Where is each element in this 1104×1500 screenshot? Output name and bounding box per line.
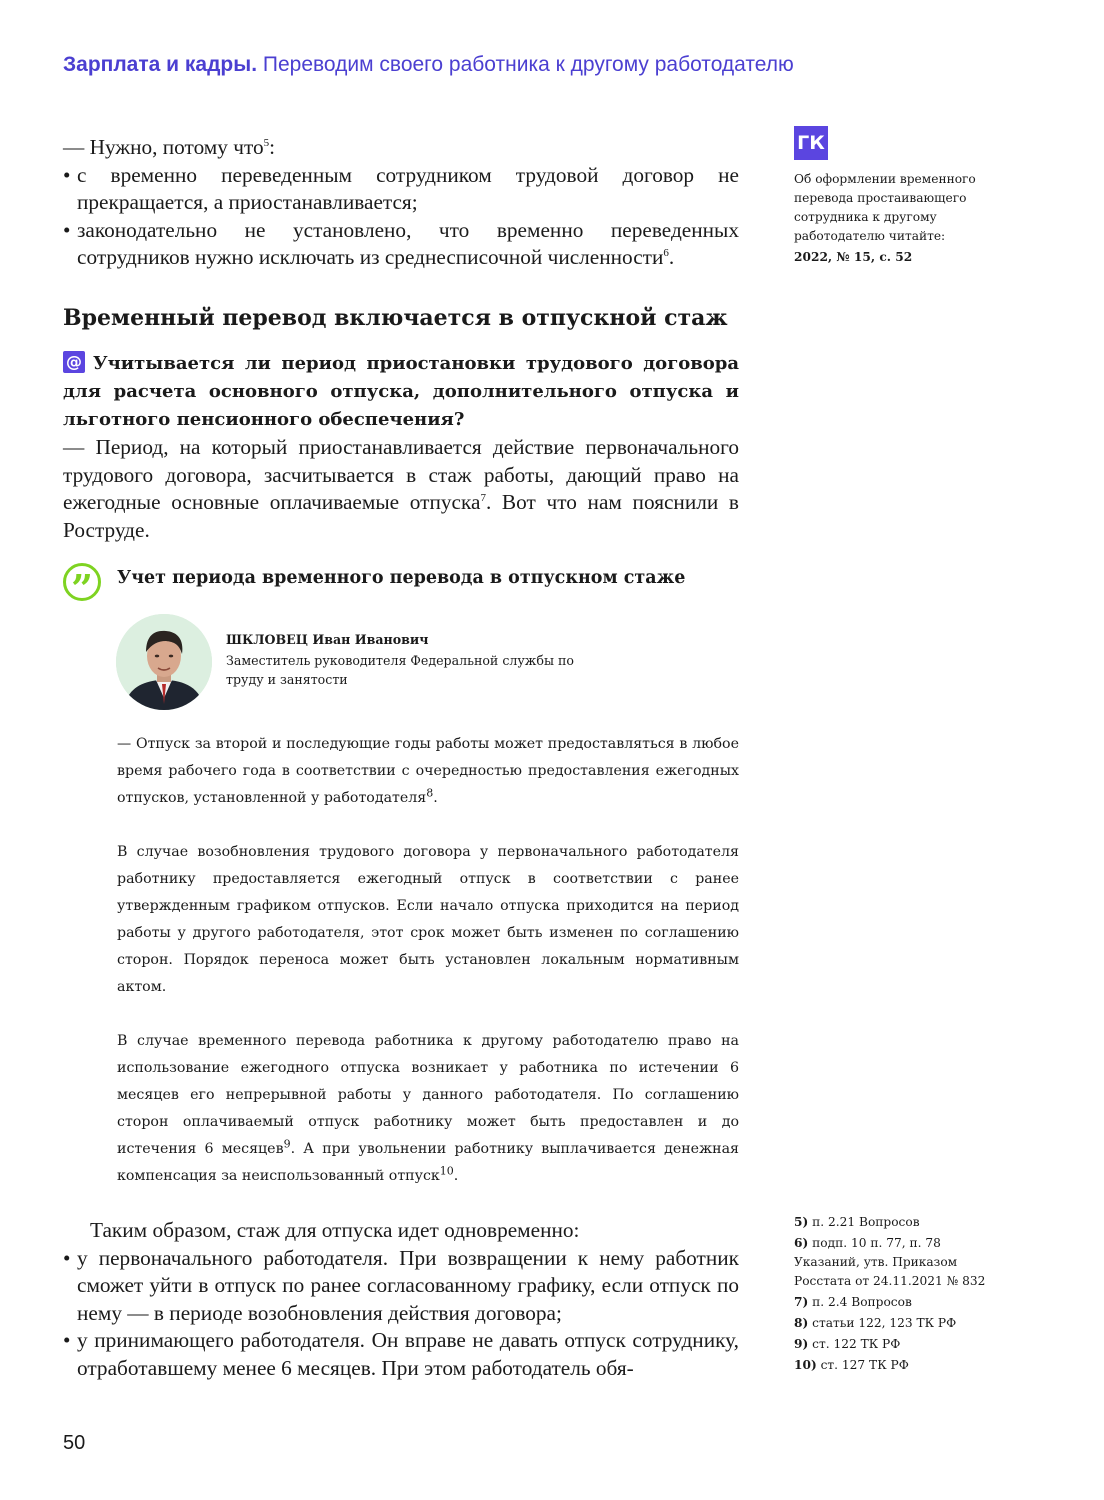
at-icon: @	[63, 351, 85, 373]
quote-paragraph: В случае возобновления трудового договора у первоначального работодателя работнику предоставляется ежегодный отпуск в соответствии с ранее утвержденным графиком отпусков. Если начало отпуска приходится на период работы у другого работодателя, этот срок может быть изменен по соглашению сторон. Порядок переноса может быть установлен локальным нормативным актом.	[117, 844, 739, 995]
footnotes	[794, 1213, 1004, 1377]
conclusion-lead: Таким образом, стаж для отпуска идет одновременно:	[90, 1218, 580, 1242]
sidebar-note-text: Об оформлении временного перевода простаивающего сотрудника к другому работодателю читайте:	[794, 172, 976, 243]
list-item: • у первоначального работодателя. При возвращении к нему работник сможет уйти в отпуск по ранее согласованному графику, если отпуск по нему — в периоде возобновления действия договора;	[63, 1245, 739, 1328]
page-number: 50	[63, 1432, 86, 1454]
question-text: @ Учитывается ли период приостановки трудового договора для расчета основного отпуска, дополнительного отпуска и льготного пенсионного обеспечения?	[63, 352, 739, 430]
quote-icon: ”	[63, 563, 101, 601]
quote-paragraph: В случае временного перевода работника к другому работодателю право на использование ежегодного отпуска возникает у работника по истечении 6 месяцев его непрерывной работы у данного работодателя. По соглашению сторон оплачиваемый отпуск работнику может быть предоставлен и до истечения 6 месяцев$^9$. А при увольнении работнику выплачивается денежная компенсация за неиспользованный отпуск$^{10}$.	[117, 1033, 739, 1184]
header-title: Переводим своего работника к другому работодателю	[262, 53, 794, 76]
footnote: 8) статьи 122, 123 ТК РФ	[794, 1316, 957, 1330]
section-heading: Временный перевод включается в отпускной стаж	[63, 305, 728, 331]
header-section: Зарплата и кадры.	[63, 53, 258, 76]
conclusion-bullet-list	[63, 1245, 739, 1383]
footnote: 9) ст. 122 ТК РФ	[794, 1337, 901, 1351]
sidebar-note-ref: 2022, № 15, с. 52	[794, 250, 913, 264]
list-item: • законодательно не установлено, что временно переведенных сотрудников нужно исключать из среднесписочной численности$^6$.	[63, 217, 739, 272]
list-item: • у принимающего работодателя. Он вправе не давать отпуск сотруднику, отработавшему менее 6 месяцев. При этом работодатель обя-	[63, 1327, 739, 1382]
conclusion-block	[63, 1217, 739, 1382]
sidebar-note	[794, 170, 994, 267]
footnote: 7) п. 2.4 Вопросов	[794, 1295, 912, 1309]
expert-role: Заместитель руководителя Федеральной службы по труду и занятости	[226, 653, 574, 687]
quote-body	[117, 731, 739, 1190]
expert-avatar	[116, 614, 212, 710]
footnote: 5) п. 2.21 Вопросов	[794, 1215, 920, 1229]
expert-portrait-icon	[116, 614, 212, 710]
intro-block	[63, 134, 739, 272]
footnote: 10) ст. 127 ТК РФ	[794, 1358, 909, 1372]
gk-logo-icon: ГК	[794, 126, 828, 160]
qa-answer: — Период, на который приостанавливается действие первоначального трудового договора, засчитывается в стаж работы, дающий право на ежегодные основные оплачиваемые отпуска$^7$. Вот что нам пояснили в Роструде.	[63, 435, 739, 542]
intro-bullet-list	[63, 162, 739, 272]
quote-title: Учет периода временного перевода в отпускном стаже	[117, 568, 686, 588]
intro-answer: — Нужно, потому что$^5$:	[63, 135, 276, 159]
footnote: 6) подп. 10 п. 77, п. 78 Указаний, утв. Приказом Росстата от 24.11.2021 № 832	[794, 1236, 986, 1288]
quote-paragraph: — Отпуск за второй и последующие годы работы может предоставляться в любое время рабочего года в соответствии с очередностью предоставления ежегодных отпусков, установленной у работодателя$^8$.	[117, 736, 739, 806]
qa-block	[63, 350, 739, 544]
expert-name: ШКЛОВЕЦ Иван Иванович	[226, 632, 429, 647]
running-header	[63, 53, 1023, 77]
list-item: • с временно переведенным сотрудником трудовой договор не прекращается, а приостанавливается;	[63, 162, 739, 217]
